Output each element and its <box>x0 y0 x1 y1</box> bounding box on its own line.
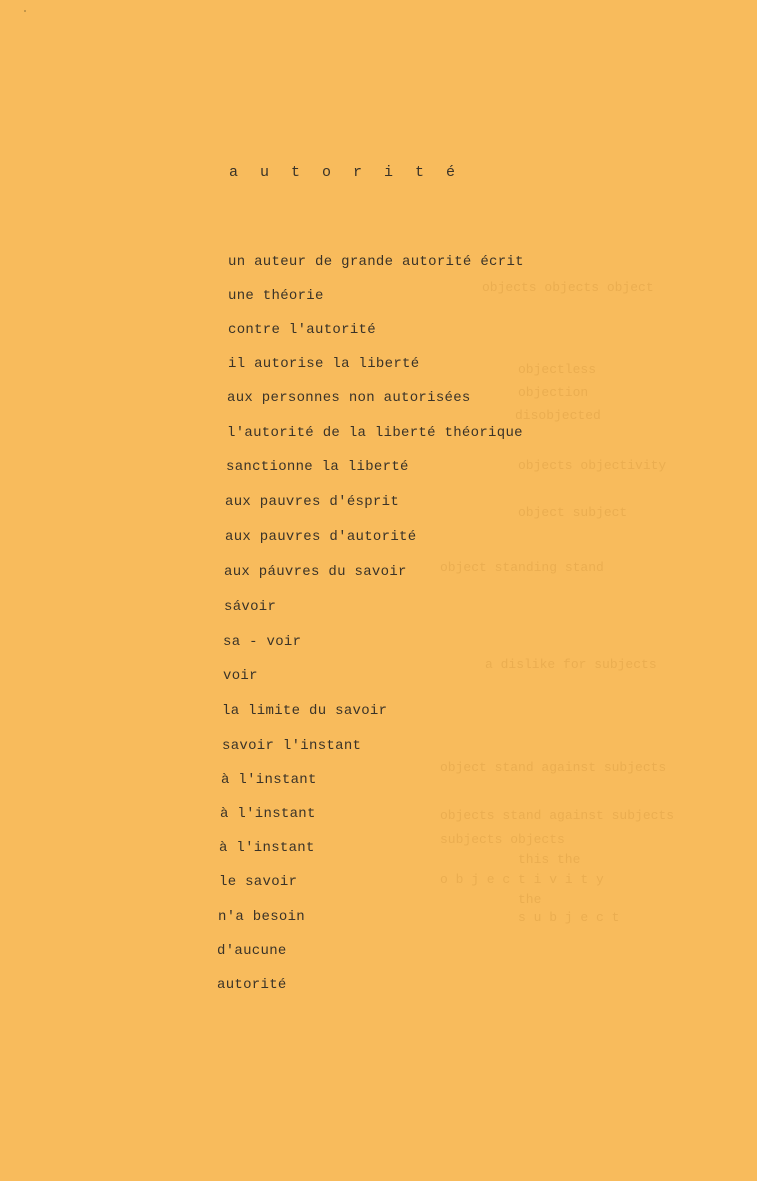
poem-line: aux páuvres du savoir <box>224 564 407 580</box>
poem-line: la limite du savoir <box>222 703 388 719</box>
poem-line: à l'instant <box>220 806 316 822</box>
paper-speck <box>24 10 26 12</box>
poem-line: l'autorité de la liberté théorique <box>227 425 523 441</box>
poem-line: le savoir <box>219 874 298 890</box>
poem-line: sanctionne la liberté <box>226 459 409 475</box>
poem-line: n'a besoin <box>218 909 306 925</box>
show-through-text: object subject <box>518 505 628 520</box>
show-through-text: object standing stand <box>440 560 604 575</box>
poem-line: aux personnes non autorisées <box>227 390 471 406</box>
show-through-text: s u b j e c t <box>518 910 620 925</box>
poem-line: une théorie <box>228 288 324 304</box>
show-through-text: objection <box>518 385 589 400</box>
poem-line: il autorise la liberté <box>228 356 420 372</box>
poem-title: a u t o r i t é <box>229 164 462 181</box>
poem-line: aux pauvres d'autorité <box>225 529 417 545</box>
poem-line: sávoir <box>224 599 277 615</box>
show-through-text: objects objectivity <box>518 458 667 473</box>
poem-line: à l'instant <box>219 840 315 856</box>
show-through-text: disobjected <box>515 408 601 423</box>
show-through-text: the <box>518 892 542 907</box>
show-through-text: a dislike for subjects <box>485 657 657 672</box>
show-through-text: o b j e c t i v i t y <box>440 872 604 887</box>
poem-line: d'aucune <box>217 943 287 959</box>
poem-line: sa - voir <box>223 634 302 650</box>
show-through-text: object stand against subjects <box>440 760 667 775</box>
poem-line: voir <box>223 668 258 684</box>
show-through-text: objectless <box>518 362 597 377</box>
poem-line: contre l'autorité <box>228 322 376 338</box>
show-through-text: objects stand against subjects <box>440 808 675 823</box>
show-through-text: objects objects object <box>482 280 654 295</box>
poem-line: un auteur de grande autorité écrit <box>228 254 524 270</box>
show-through-text: this the <box>518 852 581 867</box>
poem-line: aux pauvres d'ésprit <box>225 494 400 510</box>
poem-line: à l'instant <box>221 772 317 788</box>
poem-line: savoir l'instant <box>222 738 362 754</box>
poem-line: autorité <box>217 977 287 993</box>
show-through-text: subjects objects <box>440 832 565 847</box>
